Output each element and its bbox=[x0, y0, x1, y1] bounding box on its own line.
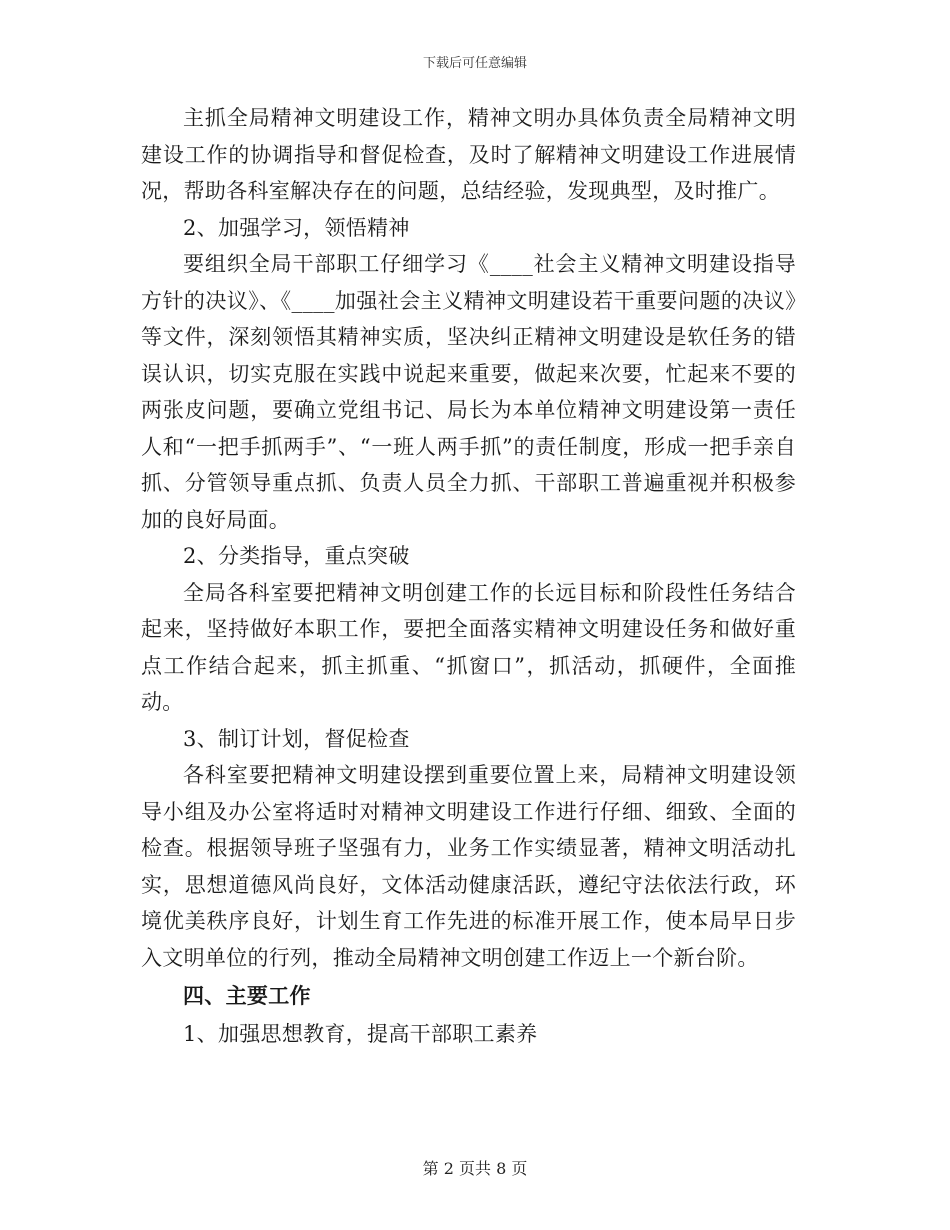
paragraph: 主抓全局精神文明建设工作，精神文明办具体负责全局精神文明建设工作的协调指导和督促检查，及时了解精神文明建设工作进展情况，帮助各科室解决存在的问题，总结经验，发现典型，及时推广。 bbox=[141, 106, 796, 203]
section-heading: 2、分类指导，重点突破 bbox=[183, 544, 410, 568]
section-heading: 3、制订计划，督促检查 bbox=[183, 726, 410, 751]
paragraph: 各科室要把精神文明建设摆到重要位置上来，局精神文明建设领导小组及办公室将适时对精神文明建设工作进行仔细、细致、全面的检查。根据领导班子坚强有力，业务工作实绩显著，精神文明活动扎实，思想道德风尚良好，文体活动健康活跃，遵纪守法依法行政，环境优美秩序良好，计划生育工作先进的标准开展工作，使本局早日步入文明单位的行列，推动全局精神文明创建工作迈上一个新台阶。 bbox=[141, 763, 796, 970]
section-heading: 2、加强学习，领悟精神 bbox=[183, 215, 410, 240]
page-number: 第 2 页共 8 页 bbox=[422, 1159, 528, 1178]
section-heading: 1、加强思想教育，提高干部职工素养 bbox=[183, 1022, 538, 1046]
document-body bbox=[141, 100, 796, 1053]
paragraph: 要组织全局干部职工仔细学习《____社会主义精神文明建设指导方针的决议》、《____加强社会主义精神文明建设若干重要问题的决议》等文件，深刻领悟其精神实质，坚决纠正精神文明建设是软任务的错误认识，切实克服在实践中说起来重要，做起来次要，忙起来不要的两张皮问题，要确立党组书记、局长为本单位精神文明建设第一责任人和“一把手抓两手”、“一班人两手抓”的责任制度，形成一把手亲自抓、分管领导重点抓、负责人员全力抓、干部职工普遍重视并积极参加的良好局面。 bbox=[141, 252, 796, 532]
page-header: 下载后可任意编辑 bbox=[422, 56, 527, 71]
chapter-heading: 四、主要工作 bbox=[183, 983, 311, 1008]
paragraph: 全局各科室要把精神文明创建工作的长远目标和阶段性任务结合起来，坚持做好本职工作，要把全面落实精神文明建设任务和做好重点工作结合起来，抓主抓重、“抓窗口”，抓活动，抓硬件，全面推动。 bbox=[141, 580, 796, 714]
